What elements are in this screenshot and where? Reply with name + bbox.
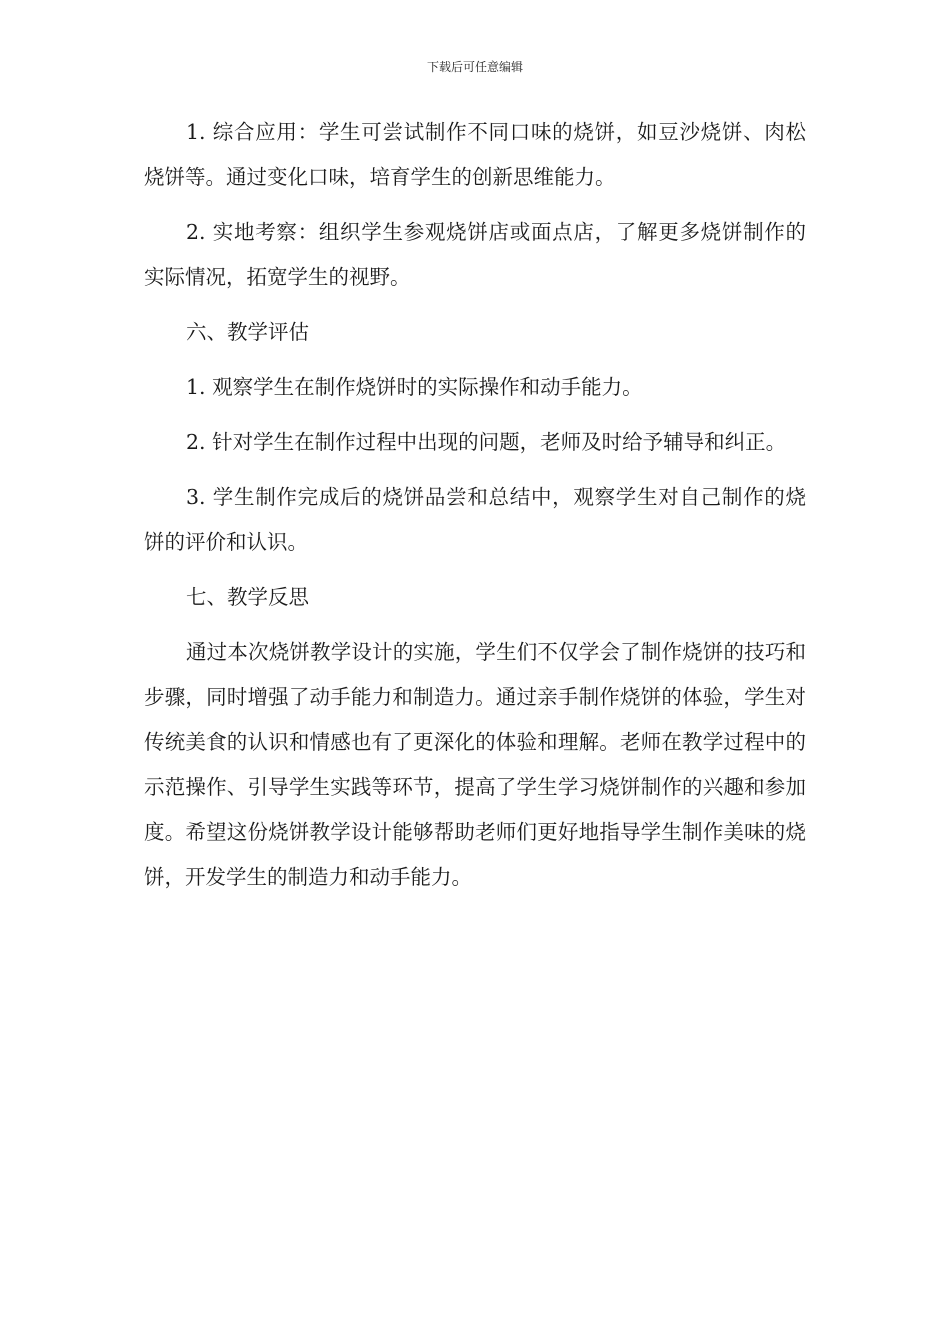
paragraph-field-trip: 2. 实地考察：组织学生参观烧饼店或面点店，了解更多烧饼制作的实际情况，拓宽学生的视野。 bbox=[144, 220, 806, 289]
section-heading-reflection: 七、教学反思 bbox=[186, 585, 309, 609]
paragraph-assessment-3: 3. 学生制作完成后的烧饼品尝和总结中，观察学生对自己制作的烧饼的评价和认识。 bbox=[144, 485, 806, 554]
paragraph-application: 1. 综合应用：学生可尝试制作不同口味的烧饼，如豆沙烧饼、肉松烧饼等。通过变化口味，培育学生的创新思维能力。 bbox=[144, 120, 806, 189]
section-heading-assessment: 六、教学评估 bbox=[186, 320, 309, 344]
paragraph-reflection: 通过本次烧饼教学设计的实施，学生们不仅学会了制作烧饼的技巧和步骤，同时增强了动手能力和制造力。通过亲手制作烧饼的体验，学生对传统美食的认识和情感也有了更深化的体验和理解。老师在教学过程中的示范操作、引导学生实践等环节，提高了学生学习烧饼制作的兴趣和参加度。希望这份烧饼教学设计能够帮助老师们更好地指导学生制作美味的烧饼，开发学生的制造力和动手能力。 bbox=[144, 640, 806, 889]
paragraph-assessment-2: 2. 针对学生在制作过程中出现的问题，老师及时给予辅导和纠正。 bbox=[186, 430, 787, 454]
paragraph-assessment-1: 1. 观察学生在制作烧饼时的实际操作和动手能力。 bbox=[186, 375, 643, 399]
page-header: 下载后可任意编辑 bbox=[426, 60, 523, 74]
document-body bbox=[144, 110, 806, 910]
